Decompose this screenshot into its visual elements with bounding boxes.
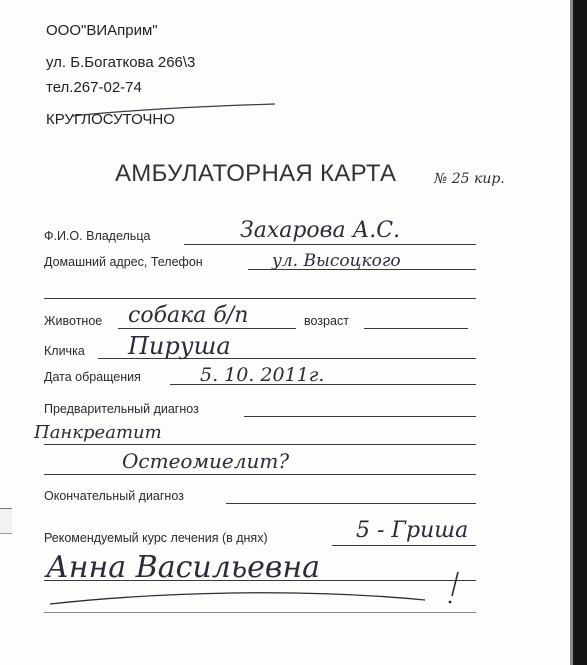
- vet-signature: Анна Васильевна: [46, 550, 321, 585]
- visit-date-value: 5. 10. 2011г.: [200, 364, 325, 386]
- animal-line: [118, 328, 296, 329]
- final-diagnosis-label: Окончательный диагноз: [44, 489, 184, 503]
- prelim-diagnosis-value-2: Остеомиелит?: [122, 449, 290, 473]
- prelim-diagnosis-line: [244, 416, 476, 417]
- card-number: № 25 кир.: [434, 171, 505, 187]
- owner-label: Ф.И.О. Владельца: [44, 229, 151, 243]
- org-phone: тел.267-02-74: [46, 79, 142, 96]
- prelim-diagnosis-label: Предварительный диагноз: [44, 402, 199, 416]
- course-label: Рекомендуемый курс лечения (в днях): [44, 531, 268, 545]
- prelim-diagnosis-line-3: [44, 474, 476, 475]
- prelim-diagnosis-value-1: Панкреатит: [34, 422, 162, 443]
- pet-name-value: Пируша: [128, 332, 231, 360]
- course-value: 5 - Гриша: [356, 518, 469, 543]
- course-line: [332, 545, 476, 546]
- prelim-diagnosis-line-2: [44, 444, 476, 445]
- scan-border: [573, 0, 587, 665]
- adjacent-page-edge: [0, 508, 12, 534]
- signature-flourish: [40, 552, 480, 612]
- visit-date-label: Дата обращения: [44, 370, 141, 384]
- address-line-2: [44, 298, 476, 299]
- hours-underline-stroke: [70, 100, 280, 120]
- pet-name-label: Кличка: [44, 344, 85, 358]
- org-address: ул. Б.Богаткова 266\3: [46, 54, 196, 71]
- animal-value: собака б/п: [128, 303, 249, 328]
- card-title: АМБУЛАТОРНАЯ КАРТА: [115, 160, 397, 187]
- age-line: [364, 328, 468, 329]
- age-label: возраст: [304, 314, 349, 328]
- address-label: Домашний адрес, Телефон: [44, 255, 203, 269]
- final-diagnosis-line: [226, 503, 476, 504]
- animal-label: Животное: [44, 314, 103, 328]
- bottom-line: [44, 612, 476, 613]
- owner-line: [184, 244, 476, 245]
- address-value: ул. Высоцкого: [272, 251, 401, 271]
- org-hours: КРУГЛОСУТОЧНО: [46, 111, 175, 128]
- owner-value: Захарова А.С.: [240, 218, 401, 243]
- org-name: ООО"ВИАприм": [46, 22, 158, 39]
